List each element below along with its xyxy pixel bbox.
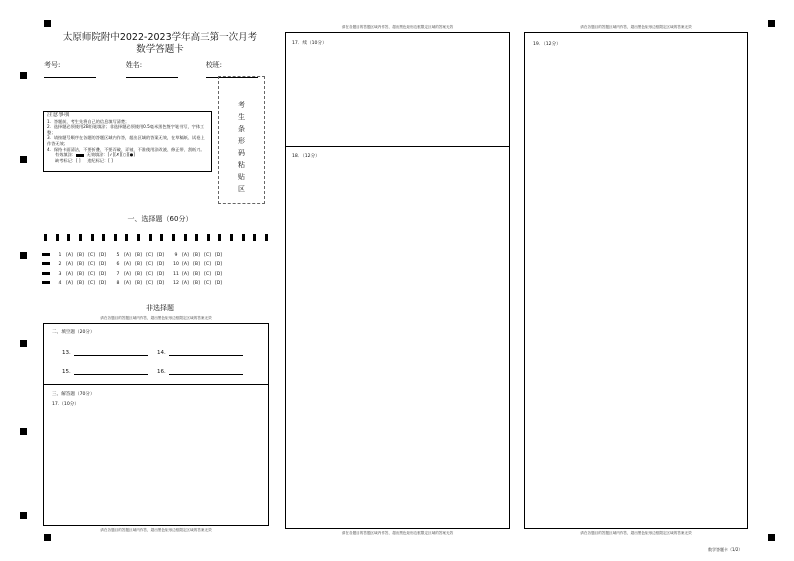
area-notice: 请在各题目的答题区域内作答，超出黑色矩形边框限定区域的答案无效 [100, 528, 212, 532]
answer-box-19[interactable] [524, 32, 748, 529]
answer-option-bubble[interactable]: [A] [66, 272, 73, 277]
barcode-label: 考生条形码粘贴区 [238, 101, 245, 193]
answer-option-bubble[interactable]: [D] [98, 281, 107, 286]
absent-mark-box[interactable]: [ ] [75, 157, 81, 163]
notice-item: 2．选择题必须使用2B铅笔填涂；非选择题必须使用0.5毫米黑色签字笔书写，字体工整； [47, 124, 205, 135]
answer-option-bubble[interactable]: [A] [124, 262, 131, 267]
question-number: 7 [116, 272, 120, 277]
side-mark [20, 156, 27, 163]
answer-option-bubble[interactable]: [C] [88, 272, 95, 277]
question-number: 5 [116, 253, 120, 258]
answer-option-bubble[interactable]: [B] [135, 253, 142, 258]
answer-box-17[interactable] [43, 384, 269, 526]
row-timing-mark [42, 253, 50, 256]
timing-marks [44, 234, 268, 241]
mcq-row [42, 261, 224, 269]
answer-option-bubble[interactable]: [C] [204, 262, 211, 267]
marks-line: 缺考标记：[ ] 违纪标记：[ ] [55, 157, 113, 163]
answer-option-bubble[interactable]: [C] [88, 253, 95, 258]
notice-title: 注意事项 [47, 112, 70, 118]
question-number: 10 [173, 262, 179, 267]
answer-option-bubble[interactable]: [B] [77, 253, 84, 258]
q19-label: 19．（12分） [533, 42, 561, 47]
answer-option-bubble[interactable]: [A] [124, 281, 131, 286]
answer-option-bubble[interactable]: [D] [214, 281, 223, 286]
answer-option-bubble[interactable]: [A] [124, 272, 131, 277]
answer-option-bubble[interactable]: [B] [135, 262, 142, 267]
question-number: 9 [174, 253, 178, 258]
answer-option-bubble[interactable]: [B] [193, 262, 200, 267]
answer-option-bubble[interactable]: [A] [182, 281, 189, 286]
section2-title: 二、填空题（20分） [52, 330, 95, 335]
answer-option-bubble[interactable]: [B] [135, 281, 142, 286]
violation-mark-box[interactable]: [ ] [108, 157, 113, 163]
answer-option-bubble[interactable]: [D] [156, 281, 165, 286]
area-notice: 请在各题目的答题区域内作答，超出黑色矩形边框限定区域的答案无效 [100, 316, 212, 320]
q18-label: 18．（12分） [292, 154, 320, 159]
answer-option-bubble[interactable]: [B] [193, 272, 200, 277]
answer-option-bubble[interactable]: [D] [98, 272, 107, 277]
fill-examples: 有效填涂： 无效填涂：[✓][✗][○][●] [55, 152, 135, 158]
row-timing-mark [42, 262, 50, 265]
answer-option-bubble[interactable]: [B] [135, 272, 142, 277]
notice-item: 4．保持卡面清洁，不要折叠、不要弄破、弄皱，不准使用涂改液、修正带、刮纸刀。 [47, 146, 205, 152]
nonchoice-title: 非选择题 [146, 304, 174, 312]
answer-option-bubble[interactable]: [A] [66, 281, 73, 286]
side-mark [20, 428, 27, 435]
answer-option-bubble[interactable]: [B] [77, 272, 84, 277]
corner-mark-bottom-left [44, 534, 51, 541]
section1-title: 一、选择题（60分） [127, 215, 193, 223]
answer-option-bubble[interactable]: [C] [204, 272, 211, 277]
area-notice: 请在各题目的答题区域内作答，超出黑色矩形边框限定区域的答案无效 [580, 531, 692, 535]
notice-item: 1．答题前，考生先将自己的信息填写清楚； [47, 118, 130, 124]
answer-option-bubble[interactable]: [C] [146, 253, 153, 258]
blank-13[interactable]: 13. [62, 349, 148, 356]
blank-15[interactable]: 15. [62, 368, 148, 375]
question-number: 1 [58, 253, 62, 258]
answer-box-17-cont[interactable] [285, 32, 510, 147]
question-number: 4 [58, 281, 62, 286]
corner-mark-top-right [768, 20, 775, 27]
barcode-area [218, 76, 265, 204]
page-footer: 数学答题卡（1/2） [708, 547, 743, 552]
side-mark [20, 252, 27, 259]
answer-option-bubble[interactable]: [B] [77, 281, 84, 286]
answer-option-bubble[interactable]: [A] [182, 272, 189, 277]
mcq-row [42, 271, 224, 279]
exam-subtitle: 数学答题卡 [136, 44, 184, 55]
answer-option-bubble[interactable]: [A] [182, 253, 189, 258]
answer-option-bubble[interactable]: [C] [204, 253, 211, 258]
field-name[interactable]: 姓名: [126, 60, 192, 78]
field-class[interactable]: 校班: [206, 60, 272, 78]
answer-option-bubble[interactable]: [C] [204, 281, 211, 286]
blank-16[interactable]: 16. [157, 368, 243, 375]
mcq-row [42, 252, 224, 260]
answer-option-bubble[interactable]: [D] [214, 262, 223, 267]
notice-box [43, 111, 212, 172]
answer-option-bubble[interactable]: [B] [193, 253, 200, 258]
area-notice: 请在各题目的答题区域内作答，超出黑色矩形边框限定区域的答案无效 [341, 25, 454, 29]
blank-14[interactable]: 14. [157, 349, 243, 356]
answer-option-bubble[interactable]: [C] [146, 281, 153, 286]
fill-blank-box [43, 323, 269, 385]
answer-option-bubble[interactable]: [D] [214, 272, 223, 277]
answer-option-bubble[interactable]: [B] [77, 262, 84, 267]
question-number: 12 [173, 281, 179, 286]
q17-label: 17.（10分） [52, 402, 79, 407]
question-number: 8 [116, 281, 120, 286]
side-mark [20, 340, 27, 347]
row-timing-mark [42, 272, 50, 275]
answer-option-bubble[interactable]: [D] [156, 262, 165, 267]
notice-item: 3．请按题号顺序在各题的答题区域内作答，超出区域的答案无效，在草稿纸、试卷上作答无效； [47, 135, 205, 146]
field-exam-number[interactable]: 考号: [44, 60, 110, 78]
area-notice: 请在各题目的答题区域内作答，超出黑色矩形边框限定区域的答案无效 [580, 25, 692, 29]
area-notice: 请在各题目的答题区域内作答，超出黑色矩形边框限定区域的答案无效 [341, 531, 454, 535]
corner-mark-bottom-right [768, 534, 775, 541]
exam-title: 太原师院附中2022-2023学年高三第一次月考 [62, 32, 258, 43]
answer-option-bubble[interactable]: [C] [88, 281, 95, 286]
answer-option-bubble[interactable]: [D] [214, 253, 223, 258]
answer-option-bubble[interactable]: [A] [182, 262, 189, 267]
question-number: 2 [58, 262, 62, 267]
answer-option-bubble[interactable]: [A] [66, 262, 73, 267]
answer-option-bubble[interactable]: [A] [66, 253, 73, 258]
mcq-row [42, 280, 224, 288]
answer-option-bubble[interactable]: [B] [193, 281, 200, 286]
side-mark [20, 512, 27, 519]
section3-title: 三、解答题（70分） [52, 392, 95, 397]
answer-option-bubble[interactable]: [C] [146, 272, 153, 277]
row-timing-mark [42, 281, 50, 284]
answer-option-bubble[interactable]: [A] [124, 253, 131, 258]
answer-box-18[interactable] [285, 146, 510, 529]
side-mark [20, 72, 27, 79]
q17-cont-label: 17．续（10分） [292, 41, 327, 46]
question-number: 6 [116, 262, 120, 267]
answer-option-bubble[interactable]: [D] [98, 262, 107, 267]
answer-option-bubble[interactable]: [C] [88, 262, 95, 267]
answer-option-bubble[interactable]: [D] [156, 272, 165, 277]
question-number: 3 [58, 272, 62, 277]
answer-option-bubble[interactable]: [C] [146, 262, 153, 267]
question-number: 11 [173, 272, 179, 277]
corner-mark-top-left [44, 20, 51, 27]
answer-option-bubble[interactable]: [D] [156, 253, 165, 258]
answer-option-bubble[interactable]: [D] [98, 253, 107, 258]
